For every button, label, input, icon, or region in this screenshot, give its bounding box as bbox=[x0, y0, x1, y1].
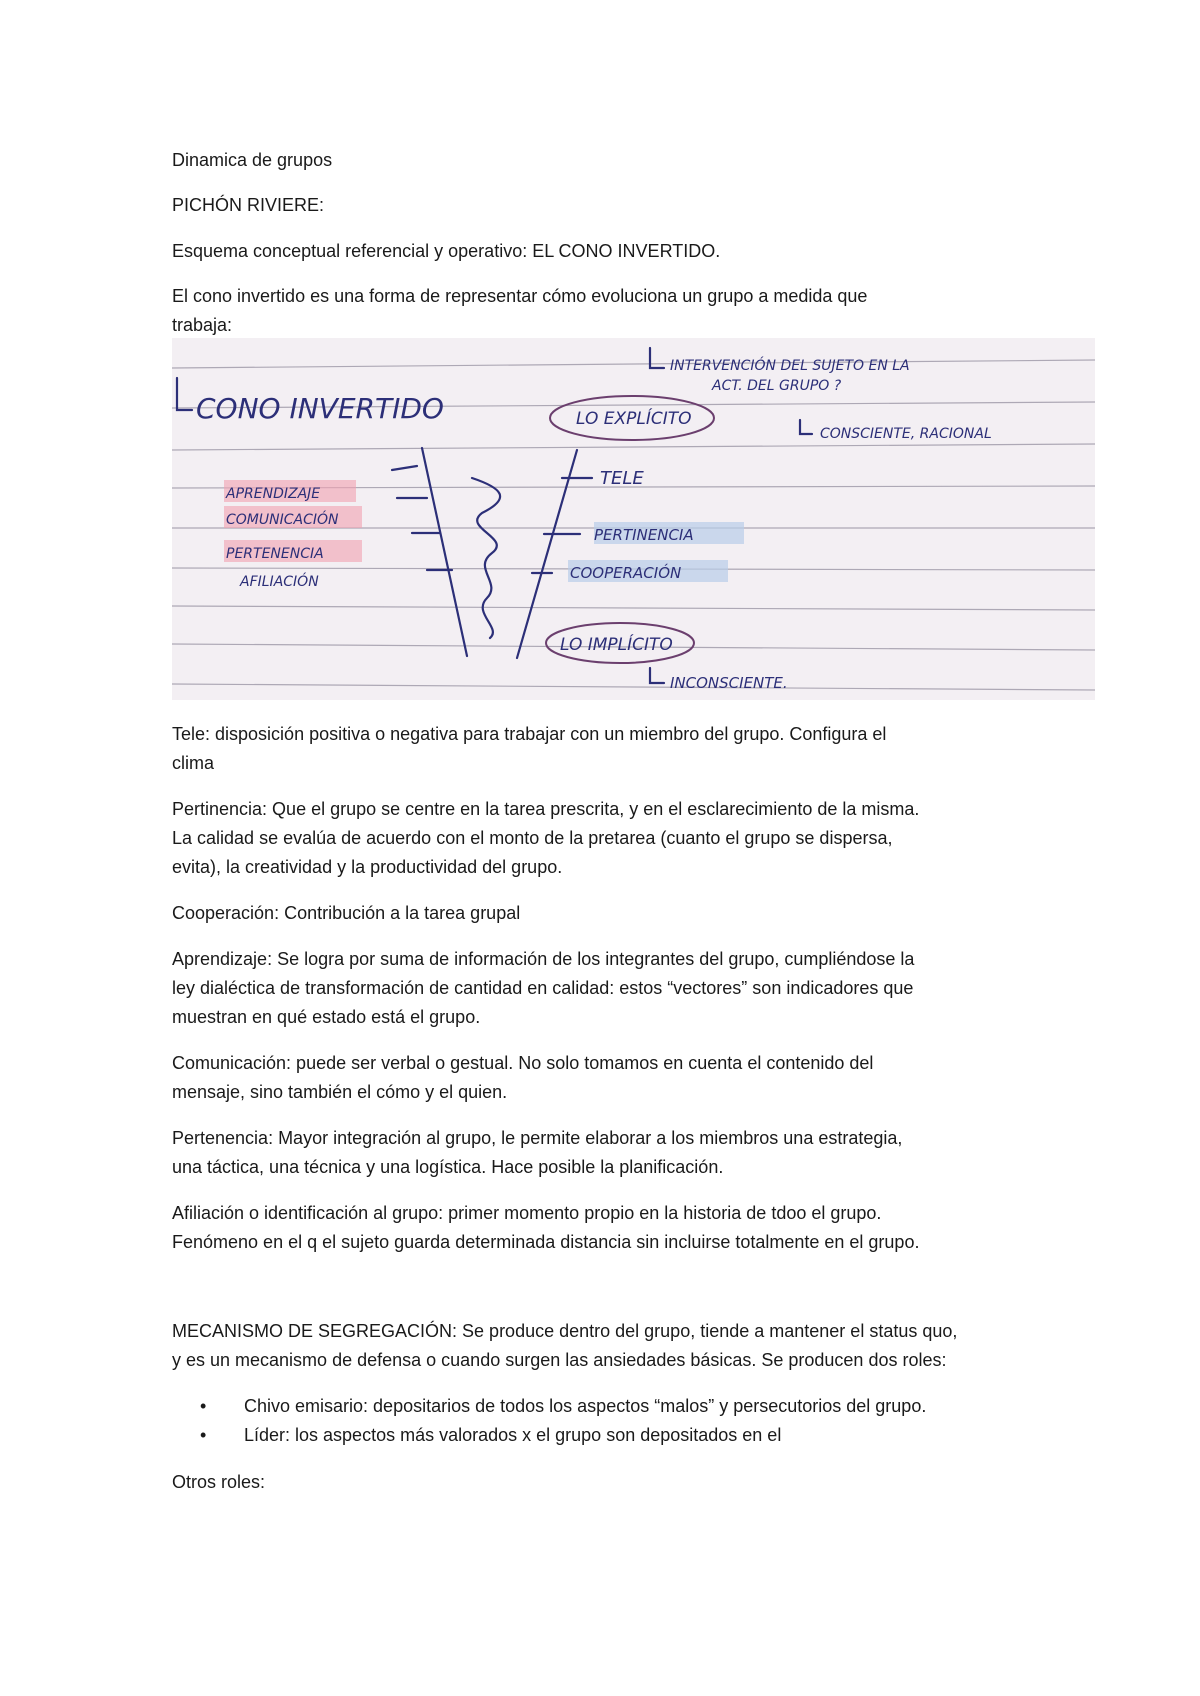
note-inconsciente: INCONSCIENTE. bbox=[670, 674, 788, 692]
comunicacion-line-2: mensaje, sino también el cómo y el quien. bbox=[172, 1082, 508, 1102]
comunicacion-line-1: Comunicación: puede ser verbal o gestual. No solo tomamos en cuenta el contenido del bbox=[172, 1053, 874, 1073]
document-title: Dinamica de grupos bbox=[172, 150, 333, 170]
note-right-vector: TELE bbox=[600, 468, 644, 489]
pertenencia-line-2: una táctica, una técnica y una logística. Hace posible la planificación. bbox=[172, 1157, 724, 1177]
scheme-line: Esquema conceptual referencial y operativo: EL CONO INVERTIDO. bbox=[172, 241, 721, 261]
intro-line-1: El cono invertido es una forma de representar cómo evoluciona un grupo a medida que bbox=[172, 286, 868, 306]
note-top-right-1: INTERVENCIÓN DEL SUJETO EN LA bbox=[670, 358, 910, 374]
handwritten-diagram-photo bbox=[172, 338, 1095, 700]
aprendizaje-line-2: ley dialéctica de transformación de cantidad en calidad: estos “vectores” son indicadores que bbox=[172, 978, 914, 998]
note-left-vector: AFILIACIÓN bbox=[240, 574, 319, 590]
note-top-right-2: ACT. DEL GRUPO ? bbox=[712, 378, 842, 394]
cooperacion-line-1: Cooperación: Contribución a la tarea grupal bbox=[172, 903, 521, 923]
segregacion-line-2: y es un mecanismo de defensa o cuando surgen las ansiedades básicas. Se producen dos roles: bbox=[172, 1350, 947, 1370]
note-implicito: LO IMPLÍCITO bbox=[560, 635, 673, 655]
pertinencia-line-2: La calidad se evalúa de acuerdo con el monto de la pretarea (cuanto el grupo se dispersa, bbox=[172, 828, 893, 848]
bullet-icon: • bbox=[200, 1396, 207, 1416]
intro-line-2: trabaja: bbox=[172, 315, 233, 335]
bullet-text-chivo: Chivo emisario: depositarios de todos los aspectos “malos” y persecutorios del grupo. bbox=[244, 1396, 927, 1416]
aprendizaje-line-3: muestran en qué estado está el grupo. bbox=[172, 1007, 481, 1027]
note-left-vector: PERTENENCIA bbox=[226, 546, 324, 562]
aprendizaje-line-1: Aprendizaje: Se logra por suma de información de los integrantes del grupo, cumpliéndose la bbox=[172, 949, 915, 969]
note-explicito: LO EXPLÍCITO bbox=[576, 409, 692, 429]
note-title: CONO INVERTIDO bbox=[196, 392, 444, 425]
note-right-vector: PERTINENCIA bbox=[594, 526, 694, 544]
author-heading: PICHÓN RIVIERE: bbox=[172, 195, 325, 215]
bullet-text-lider: Líder: los aspectos más valorados x el grupo son depositados en el bbox=[244, 1425, 782, 1445]
afiliacion-line-1: Afiliación o identificación al grupo: primer momento propio en la historia de tdoo el grupo. bbox=[172, 1203, 882, 1223]
tele-line-1: Tele: disposición positiva o negativa para trabajar con un miembro del grupo. Configura el bbox=[172, 724, 887, 744]
note-right-vector: COOPERACIÓN bbox=[570, 564, 682, 582]
pertenencia-line-1: Pertenencia: Mayor integración al grupo, le permite elaborar a los miembros una estrategia, bbox=[172, 1128, 903, 1148]
pertinencia-line-3: evita), la creatividad y la productividad del grupo. bbox=[172, 857, 563, 877]
otros-roles: Otros roles: bbox=[172, 1472, 266, 1492]
pertinencia-line-1: Pertinencia: Que el grupo se centre en la tarea prescrita, y en el esclarecimiento de la misma. bbox=[172, 799, 920, 819]
tele-line-2: clima bbox=[172, 753, 215, 773]
segregacion-line-1: MECANISMO DE SEGREGACIÓN: Se produce dentro del grupo, tiende a mantener el status quo, bbox=[172, 1321, 958, 1341]
note-left-vector: APRENDIZAJE bbox=[226, 486, 321, 502]
note-left-vector: COMUNICACIÓN bbox=[226, 512, 339, 528]
bullet-icon: • bbox=[200, 1425, 207, 1445]
afiliacion-line-2: Fenómeno en el q el sujeto guarda determinada distancia sin incluirse totalmente en el grupo. bbox=[172, 1232, 920, 1252]
note-consciente: CONSCIENTE, RACIONAL bbox=[820, 426, 992, 442]
